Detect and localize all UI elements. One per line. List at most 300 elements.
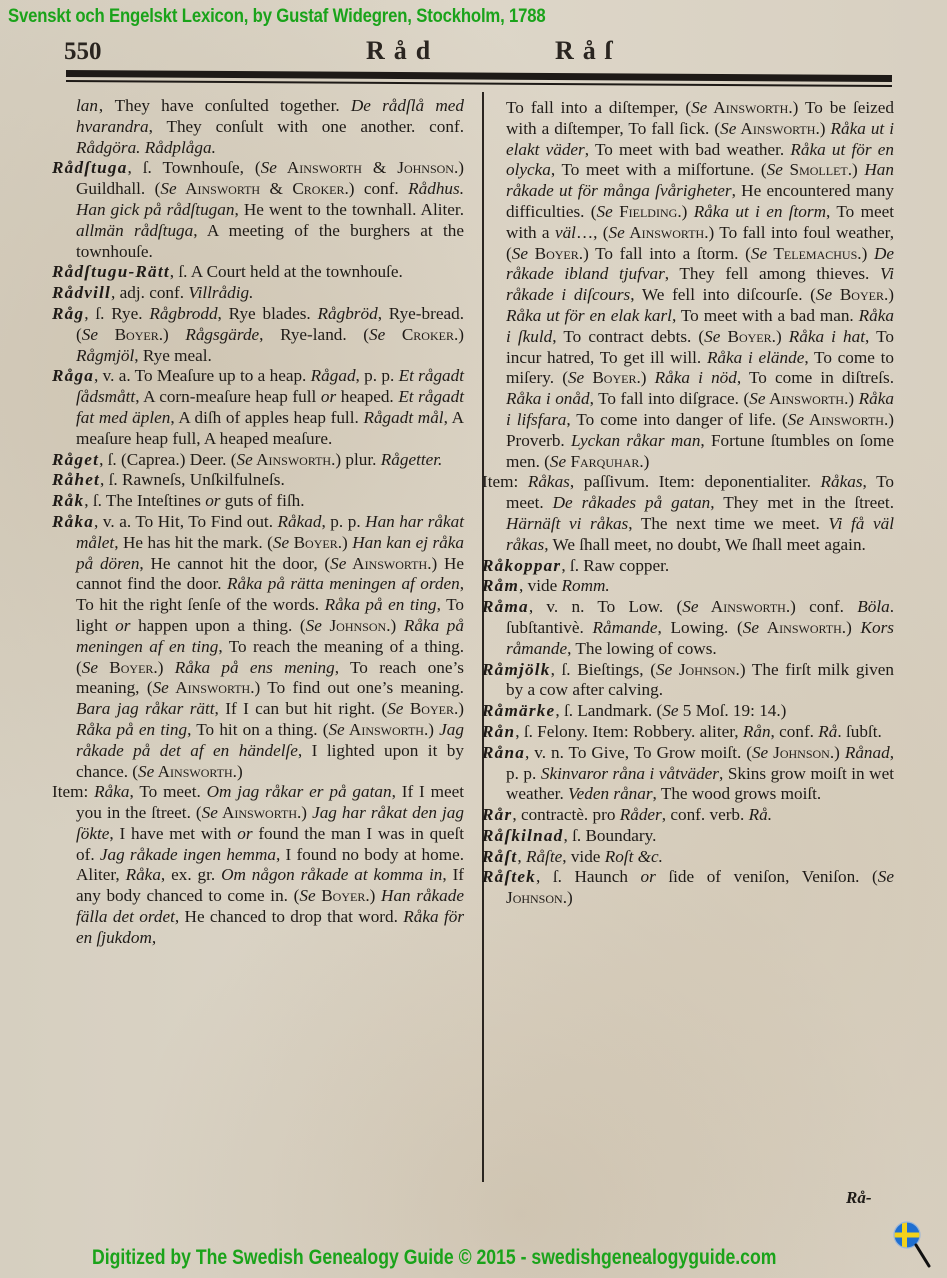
italic-text: Se bbox=[750, 243, 768, 263]
dictionary-entry bbox=[52, 450, 464, 471]
italic-text: Se bbox=[260, 158, 277, 178]
entry-text: . ſubſt. bbox=[837, 721, 882, 741]
italic-text: Jag råkade på det af en händelſe bbox=[76, 719, 464, 760]
italic-text: Se bbox=[742, 617, 759, 637]
italic-text: Se bbox=[787, 409, 804, 429]
entry-text: .) To find out one’s meaning. bbox=[250, 678, 464, 698]
italic-text: Veden rånar bbox=[568, 784, 653, 804]
italic-text: Rå. bbox=[748, 805, 773, 825]
italic-text: De råkade ibland tjufvar bbox=[506, 243, 894, 284]
italic-text: Råka ut i en ſtorm bbox=[693, 201, 827, 221]
italic-text: Han råkade fälla det ordet bbox=[76, 886, 465, 927]
running-head-left: Råd bbox=[366, 36, 440, 65]
entry-text: , He encountered many difficulties. ( bbox=[506, 181, 894, 221]
italic-text: Romm. bbox=[561, 576, 610, 596]
entry-text: .) To fall into a ſtorm. ( bbox=[578, 243, 751, 263]
entry-text: , He went to the townhall. Aliter. bbox=[234, 199, 464, 219]
entry-text: 5 Moſ. 19: 14.) bbox=[678, 701, 787, 721]
entry-text: , ſ. Bieſtings, ( bbox=[550, 659, 656, 679]
entry-text: .) bbox=[562, 888, 573, 908]
entry-text: , They fell among thieves. bbox=[664, 264, 881, 284]
italic-text: Se bbox=[236, 449, 253, 469]
italic-text: Roſt &c. bbox=[604, 846, 663, 866]
italic-text: Jag har råkat den jag ſökte bbox=[76, 803, 464, 843]
entry-text: , ſ. Boundary. bbox=[563, 825, 657, 845]
headword: Råka bbox=[52, 511, 95, 531]
entry-text: .) He cannot find the door. bbox=[76, 553, 465, 594]
italic-text: Härnäſt vi råkas bbox=[506, 513, 629, 533]
italic-text: Om någon råkade at komma in bbox=[221, 865, 443, 885]
entry-text: , To fall into diſgrace. ( bbox=[589, 389, 750, 409]
authority-name: Boyer bbox=[289, 532, 338, 552]
italic-text: or bbox=[237, 823, 253, 843]
authority-name: Boyer bbox=[832, 285, 884, 305]
digitization-banner: Svenskt och Engelskt Lexicon, by Gustaf Widegren, Stockholm, 1788 bbox=[8, 6, 546, 27]
italic-text: or bbox=[205, 491, 221, 511]
entry-text: , bbox=[517, 846, 526, 866]
italic-text: Se bbox=[152, 678, 169, 698]
entry-text: , Lowing. ( bbox=[657, 617, 743, 637]
entry-text: .) bbox=[453, 699, 464, 719]
authority-name: Ainsworth bbox=[707, 98, 789, 117]
entry-text: .) bbox=[841, 617, 861, 637]
entry-text: , p. p. bbox=[321, 511, 366, 531]
italic-text: Råka i elände bbox=[706, 347, 805, 367]
entry-text: .) plur. bbox=[331, 449, 381, 469]
entry-text: , I have met with bbox=[109, 823, 238, 843]
entry-text: , ſ. Rye. bbox=[84, 303, 150, 323]
italic-text: Vi råkade i diſcours bbox=[506, 264, 895, 305]
entry-text: .) bbox=[453, 324, 464, 344]
headword: Rådſtuga bbox=[52, 158, 128, 178]
entry-text: , To meet. bbox=[506, 472, 894, 513]
entry-text: , ſ. Landmark. ( bbox=[555, 701, 663, 721]
dictionary-entry bbox=[52, 158, 464, 262]
authority-name: Croker bbox=[385, 324, 454, 344]
authority-name: Farquhar bbox=[566, 451, 640, 471]
entry-text: , He has hit the mark. ( bbox=[114, 532, 273, 552]
entry-text: , paſſivum. Item: deponentialiter. bbox=[569, 472, 821, 492]
italic-text: Se bbox=[201, 803, 218, 823]
italic-text: Se bbox=[682, 597, 699, 617]
headword: Rådſtugu-Rätt bbox=[52, 262, 170, 282]
entry-text: , Rye meal. bbox=[134, 345, 212, 365]
authority-name: Ainsworth bbox=[736, 118, 816, 138]
italic-text: Se bbox=[330, 553, 347, 573]
authority-name: Boyer bbox=[720, 326, 772, 346]
entry-text: .) conf. bbox=[344, 179, 409, 199]
dictionary-entry bbox=[482, 847, 894, 868]
italic-text: Se bbox=[387, 699, 404, 719]
entry-text: , We fell into diſcourſe. ( bbox=[630, 285, 816, 305]
entry-text: .) bbox=[297, 803, 313, 823]
entry-text: .) bbox=[423, 719, 440, 739]
entry-text: , To incur hatred, To get ill will. bbox=[506, 326, 894, 367]
entry-text: …, ( bbox=[575, 222, 609, 242]
italic-text: Rå bbox=[818, 721, 838, 741]
entry-text: Item: bbox=[482, 472, 528, 492]
entry-text: & bbox=[361, 158, 398, 178]
entry-text: , v. n. To Give, To Grow moiſt. ( bbox=[525, 742, 752, 762]
entry-text: .) bbox=[857, 243, 874, 263]
page-number: 550 bbox=[64, 38, 102, 65]
entry-text: ‚ They have conſulted together. bbox=[97, 96, 351, 115]
entry-text: , To meet with a bbox=[506, 201, 894, 242]
entry-text: found the man I was in queſt of. bbox=[76, 823, 464, 864]
italic-text: Se bbox=[81, 657, 98, 677]
entry-text: , To meet with a bad man. bbox=[671, 305, 859, 325]
italic-text: Se bbox=[160, 179, 177, 199]
authority-name: Ainsworth bbox=[698, 597, 786, 617]
italic-text: Råka bbox=[94, 782, 130, 802]
italic-text: Se bbox=[596, 201, 613, 221]
authority-name: Boyer bbox=[315, 886, 366, 906]
authority-name: Ainsworth bbox=[217, 803, 297, 823]
entry-text: , Skins grow moiſt in wet weather. bbox=[506, 763, 894, 804]
headword: Råk bbox=[52, 491, 85, 511]
italic-text: Rågadt mål bbox=[363, 407, 444, 427]
italic-text: Rågetter. bbox=[380, 449, 443, 469]
entry-text: , contractè. pro bbox=[512, 805, 620, 825]
entry-text: , adj. conf. bbox=[111, 283, 189, 303]
entry-text: .) bbox=[636, 368, 655, 388]
entry-text: heaped. bbox=[336, 387, 399, 407]
italic-text: Råka i nöd bbox=[654, 368, 737, 388]
dictionary-entry bbox=[482, 701, 894, 722]
italic-text: Han kan ej råka på dören bbox=[76, 532, 465, 573]
entry-text: .) conf. bbox=[785, 597, 858, 617]
dictionary-entry bbox=[482, 805, 894, 826]
entry-text: .) bbox=[158, 324, 186, 344]
dictionary-entry bbox=[52, 782, 464, 948]
italic-text: Råder bbox=[619, 805, 662, 825]
italic-text: Se bbox=[81, 324, 98, 344]
italic-text: Råka på en ting bbox=[76, 719, 188, 739]
italic-text: or bbox=[115, 615, 131, 635]
entry-text: happen upon a thing. ( bbox=[130, 615, 306, 635]
entry-text: , To light bbox=[76, 595, 464, 635]
entry-text: , vide bbox=[562, 846, 605, 866]
authority-name: Ainsworth bbox=[758, 617, 842, 637]
italic-text: Råmande bbox=[592, 617, 658, 637]
entry-text: , If any body chanced to come in. ( bbox=[76, 865, 465, 906]
italic-text: Se bbox=[751, 742, 769, 762]
entry-text: .) Proverb. bbox=[506, 409, 894, 450]
entry-text: , bbox=[151, 927, 157, 947]
entry-text: , To come to miſery. ( bbox=[506, 347, 895, 388]
entry-text: .) bbox=[771, 326, 789, 346]
entry-text: .) bbox=[883, 285, 894, 305]
italic-text: De råkades på gatan bbox=[552, 493, 711, 513]
italic-text: Råkad bbox=[277, 511, 322, 531]
headword: Råga bbox=[52, 366, 95, 386]
italic-text: väl bbox=[554, 222, 576, 242]
entry-continuation bbox=[52, 96, 464, 158]
entry-text: , The wood grows moiſt. bbox=[652, 784, 822, 804]
entry-text: , I lighted upon it by chance. ( bbox=[76, 740, 464, 781]
italic-text: Se bbox=[749, 389, 766, 409]
italic-text: Råka på rätta meningen af orden bbox=[227, 574, 460, 594]
entry-text: , If I can but hit right. ( bbox=[214, 699, 388, 719]
headword: Rår bbox=[482, 805, 513, 825]
running-head-right: Råſ bbox=[555, 36, 621, 65]
entry-text: , ſ. A Court held at the townhouſe. bbox=[169, 262, 403, 282]
headword: Råſkilnad bbox=[482, 825, 564, 845]
headword: Rådvill bbox=[52, 283, 112, 303]
dictionary-entry bbox=[482, 576, 894, 597]
entry-text: , To contract debts. ( bbox=[552, 326, 705, 346]
italic-text: De rådſlå med hvarandra bbox=[76, 96, 464, 136]
entry-text: , A diſh of apples heap full. bbox=[170, 407, 364, 427]
entry-text: , Rye-land. ( bbox=[259, 324, 369, 344]
headword: Råma bbox=[482, 597, 529, 617]
dictionary-entry bbox=[482, 743, 894, 805]
italic-text: Se bbox=[549, 451, 567, 471]
authority-name: Croker bbox=[292, 179, 345, 199]
dictionary-entry bbox=[52, 283, 464, 304]
italic-text: Råka på en ting bbox=[324, 595, 437, 615]
entry-text: , He cannot hit the door, ( bbox=[139, 553, 331, 573]
italic-text: Råka för en ſjukdom bbox=[76, 907, 465, 947]
entry-text: , If I meet you in the ſtreet. ( bbox=[76, 782, 465, 823]
entry-text: , To meet. bbox=[129, 782, 207, 802]
authority-name: Boyer bbox=[584, 368, 637, 388]
entry-text: , ex. gr. bbox=[160, 865, 222, 885]
italic-text: Råka i ſkuld bbox=[506, 305, 894, 346]
entry-text: , ſ. Rawneſs, Unſkilfulneſs. bbox=[100, 470, 285, 490]
dictionary-entry bbox=[52, 262, 464, 283]
entry-text: To fall into a diſtemper, ( bbox=[506, 98, 692, 117]
footer-credit: Digitized by The Swedish Genealogy Guide © 2015 - swedishgenealogyguide.com bbox=[92, 1246, 777, 1269]
italic-text: Rågbröd bbox=[317, 303, 378, 323]
entry-text: , The lowing of cows. bbox=[567, 638, 717, 658]
italic-text: Lyckan råkar man bbox=[570, 430, 701, 450]
dictionary-entry bbox=[52, 512, 464, 782]
italic-text: Han råkade ut för många ſvårigheter bbox=[506, 160, 894, 201]
italic-text: Råka ut för en olycka bbox=[506, 139, 894, 180]
entry-text: , Fortune ſtumbles on ſome men. ( bbox=[506, 430, 894, 471]
entry-text: , To meet with bad weather. bbox=[584, 139, 791, 159]
italic-text: Rågsgärde bbox=[185, 324, 260, 344]
italic-text: Se bbox=[369, 324, 386, 344]
italic-text: Se bbox=[272, 532, 290, 552]
entry-text: , To come in diſtreſs. bbox=[736, 368, 894, 388]
left-column bbox=[52, 96, 464, 949]
italic-text: Rådhus. Han gick på rådſtugan bbox=[76, 179, 465, 219]
italic-text: lan bbox=[76, 96, 98, 115]
entry-text: .) bbox=[386, 615, 404, 635]
italic-text: Villrådig. bbox=[188, 283, 254, 303]
entry-text: , They met in the ſtreet. bbox=[710, 493, 895, 513]
italic-text: or bbox=[320, 387, 337, 407]
italic-text: Se bbox=[305, 615, 322, 635]
italic-text: Se bbox=[720, 118, 737, 138]
authority-name: Ainsworth bbox=[154, 761, 233, 781]
entry-text: .) bbox=[365, 886, 382, 906]
italic-text: Råka på ens mening bbox=[174, 657, 335, 677]
italic-text: Råſte bbox=[525, 846, 563, 866]
entry-text: .) bbox=[844, 389, 859, 409]
headword: Råm bbox=[482, 576, 520, 596]
italic-text: Se bbox=[766, 160, 783, 180]
entry-text: Item: bbox=[52, 782, 95, 802]
dictionary-entry bbox=[482, 867, 894, 909]
authority-name: Johnson bbox=[768, 742, 830, 762]
italic-text: Råkas bbox=[820, 472, 863, 492]
authority-name: Johnson bbox=[672, 659, 736, 679]
authority-name: Ainsworth bbox=[765, 389, 845, 409]
dictionary-entry bbox=[52, 304, 464, 366]
italic-text: Rågbrodd bbox=[149, 303, 218, 323]
entry-text: ſide of veniſon, Veniſon. ( bbox=[655, 867, 878, 887]
entry-text: .) bbox=[639, 451, 650, 471]
headword: Råſt bbox=[482, 846, 518, 866]
authority-name: Ainsworth bbox=[346, 553, 428, 573]
entry-text: , conf. bbox=[770, 721, 819, 741]
italic-text: Se bbox=[815, 285, 833, 305]
authority-name: Ainsworth bbox=[344, 719, 424, 739]
entry-text: , ſ. The Inteſtines bbox=[84, 491, 206, 511]
entry-text: , To meet with a miſfortune. ( bbox=[550, 160, 767, 180]
italic-text: Se bbox=[691, 98, 708, 117]
dictionary-entry bbox=[482, 660, 894, 702]
headword: Råhet bbox=[52, 470, 101, 490]
italic-text: Råka på meningen af en ting bbox=[76, 615, 464, 656]
entry-text: , They conſult with one another. conf. bbox=[148, 116, 464, 136]
entry-text: .) bbox=[153, 657, 175, 677]
entry-text: .) bbox=[232, 761, 243, 781]
italic-text: Se bbox=[328, 719, 345, 739]
italic-text: Råka i lifsfara bbox=[506, 389, 894, 429]
italic-text: Se bbox=[704, 326, 721, 346]
entry-text: , A corn-meaſure heap full bbox=[135, 387, 321, 407]
headword: Råget bbox=[52, 449, 100, 469]
authority-name: Boyer bbox=[527, 243, 579, 263]
entry-text: .) The firſt milk given by a cow after calving. bbox=[506, 659, 895, 700]
entry-text: , To reach the meaning of a thing. ( bbox=[76, 636, 464, 677]
entry-text: . ſubſtantivè. bbox=[506, 597, 895, 637]
italic-text: Se bbox=[138, 761, 155, 781]
authority-name: Ainsworth bbox=[803, 409, 884, 429]
entry-text: , Rye-bread. ( bbox=[76, 303, 464, 344]
italic-text: Råka i hat bbox=[788, 326, 866, 346]
italic-text: Råka i onåd bbox=[506, 389, 590, 409]
headword: Rån bbox=[482, 721, 516, 741]
entry-text: , vide bbox=[519, 576, 562, 596]
entry-text: , v. n. To Low. ( bbox=[528, 597, 683, 617]
authority-name: Johnson bbox=[397, 158, 454, 178]
entry-text: , ſ. Felony. Item: Robbery. aliter, bbox=[515, 721, 743, 741]
entry-text: .) bbox=[815, 118, 831, 138]
entry-text: , To hit on a thing. ( bbox=[187, 719, 329, 739]
italic-text: Vi få väl råkas bbox=[506, 513, 894, 554]
italic-text: Se bbox=[608, 222, 625, 242]
italic-text: Se bbox=[662, 701, 679, 721]
dictionary-entry bbox=[52, 470, 464, 491]
entry-text: , v. a. To Hit, To Find out. bbox=[94, 511, 278, 531]
entry-text: .) Guildhall. ( bbox=[76, 158, 464, 199]
authority-name: Smollet bbox=[782, 160, 848, 180]
headword: Råkoppar bbox=[482, 555, 562, 575]
authority-name: Johnson bbox=[321, 615, 387, 635]
italic-text: Se bbox=[511, 243, 528, 263]
authority-name: Ainsworth bbox=[276, 158, 362, 178]
authority-name: Ainsworth bbox=[624, 222, 705, 242]
dictionary-entry bbox=[482, 826, 894, 847]
italic-text: Råka bbox=[125, 865, 161, 885]
entry-text: .) bbox=[677, 201, 694, 221]
authority-name: Boyer bbox=[97, 324, 159, 344]
entry-text: , A meaſure heap full, A heaped meaſure. bbox=[76, 407, 464, 448]
authority-name: Fielding bbox=[612, 201, 678, 221]
italic-text: Rådgöra. Rådplåga. bbox=[76, 137, 216, 157]
headword: Råmärke bbox=[482, 701, 556, 721]
entry-text: , ſ. Raw copper. bbox=[561, 555, 670, 575]
italic-text: Han har råkat målet bbox=[76, 511, 465, 552]
entry-text: , ſ. Townhouſe, ( bbox=[127, 158, 261, 178]
dictionary-entry bbox=[52, 366, 464, 449]
entry-text: , ſ. (Caprea.) Deer. ( bbox=[99, 449, 237, 469]
italic-text: Rågad bbox=[310, 366, 356, 386]
italic-text: Råka ut för en elak karl bbox=[506, 305, 672, 325]
italic-text: Jag råkade ingen hemma bbox=[99, 844, 276, 864]
italic-text: allmän rådſtuga bbox=[76, 220, 194, 240]
entry-text: & bbox=[260, 179, 293, 199]
entry-text: , A meeting of the burghers at the townhouſe. bbox=[76, 220, 464, 261]
italic-text: Bara jag råkar rätt bbox=[76, 699, 215, 719]
italic-text: Se bbox=[299, 886, 316, 906]
entry-text: , The next time we meet. bbox=[628, 513, 829, 533]
right-column bbox=[482, 98, 894, 909]
entry-text: .) To fall into foul weather, ( bbox=[506, 222, 895, 263]
authority-name: Boyer bbox=[97, 657, 154, 677]
italic-text: Kors råmande bbox=[506, 617, 894, 658]
entry-text: , I found no body at home. Aliter, bbox=[76, 844, 464, 885]
entry-text: , p. p. bbox=[355, 366, 399, 386]
italic-text: Råka ut i elakt väder bbox=[506, 118, 894, 159]
headword: Råſtek bbox=[482, 867, 536, 887]
entry-text: , v. a. To Meaſure up to a heap. bbox=[94, 366, 311, 386]
swedish-flag-magnifier-icon[interactable] bbox=[892, 1220, 932, 1272]
authority-name: Telemachus bbox=[767, 243, 858, 263]
headword: Råna bbox=[482, 742, 526, 762]
italic-text: Et rågadt ſådsmått bbox=[76, 366, 465, 407]
entry-text: , To hit the right ſenſe of the words. bbox=[76, 574, 464, 615]
italic-text: Se bbox=[567, 368, 585, 388]
italic-text: Rågmjöl bbox=[76, 345, 135, 365]
dictionary-entry bbox=[482, 556, 894, 577]
italic-text: Et rågadt fat med äplen bbox=[76, 387, 465, 427]
entry-text: , ſ. Haunch bbox=[535, 867, 641, 887]
italic-text: Rån bbox=[742, 721, 771, 741]
italic-text: Om jag råkar er på gatan bbox=[206, 782, 392, 802]
headword: Råmjölk bbox=[482, 659, 551, 679]
dictionary-entry bbox=[482, 597, 894, 659]
dictionary-entry bbox=[482, 722, 894, 743]
italic-text: Böla bbox=[857, 597, 890, 617]
italic-text: Skinvaror råna i våtväder bbox=[540, 763, 719, 783]
italic-text: Se bbox=[655, 659, 673, 679]
italic-text: Rånad bbox=[844, 742, 890, 762]
entry-text: .) To be ſeized with a diſtemper, To fall ſick. ( bbox=[506, 98, 894, 138]
entry-text: , To come into danger of life. ( bbox=[566, 409, 788, 429]
entry-text: , conf. verb. bbox=[661, 805, 749, 825]
entry-continuation bbox=[482, 98, 894, 472]
entry-text: , To reach one’s meaning, ( bbox=[76, 657, 464, 698]
entry-text: .) bbox=[829, 742, 845, 762]
entry-text: , We ſhall meet, no doubt, We ſhall meet again. bbox=[544, 534, 866, 554]
dictionary-entry bbox=[52, 491, 464, 512]
